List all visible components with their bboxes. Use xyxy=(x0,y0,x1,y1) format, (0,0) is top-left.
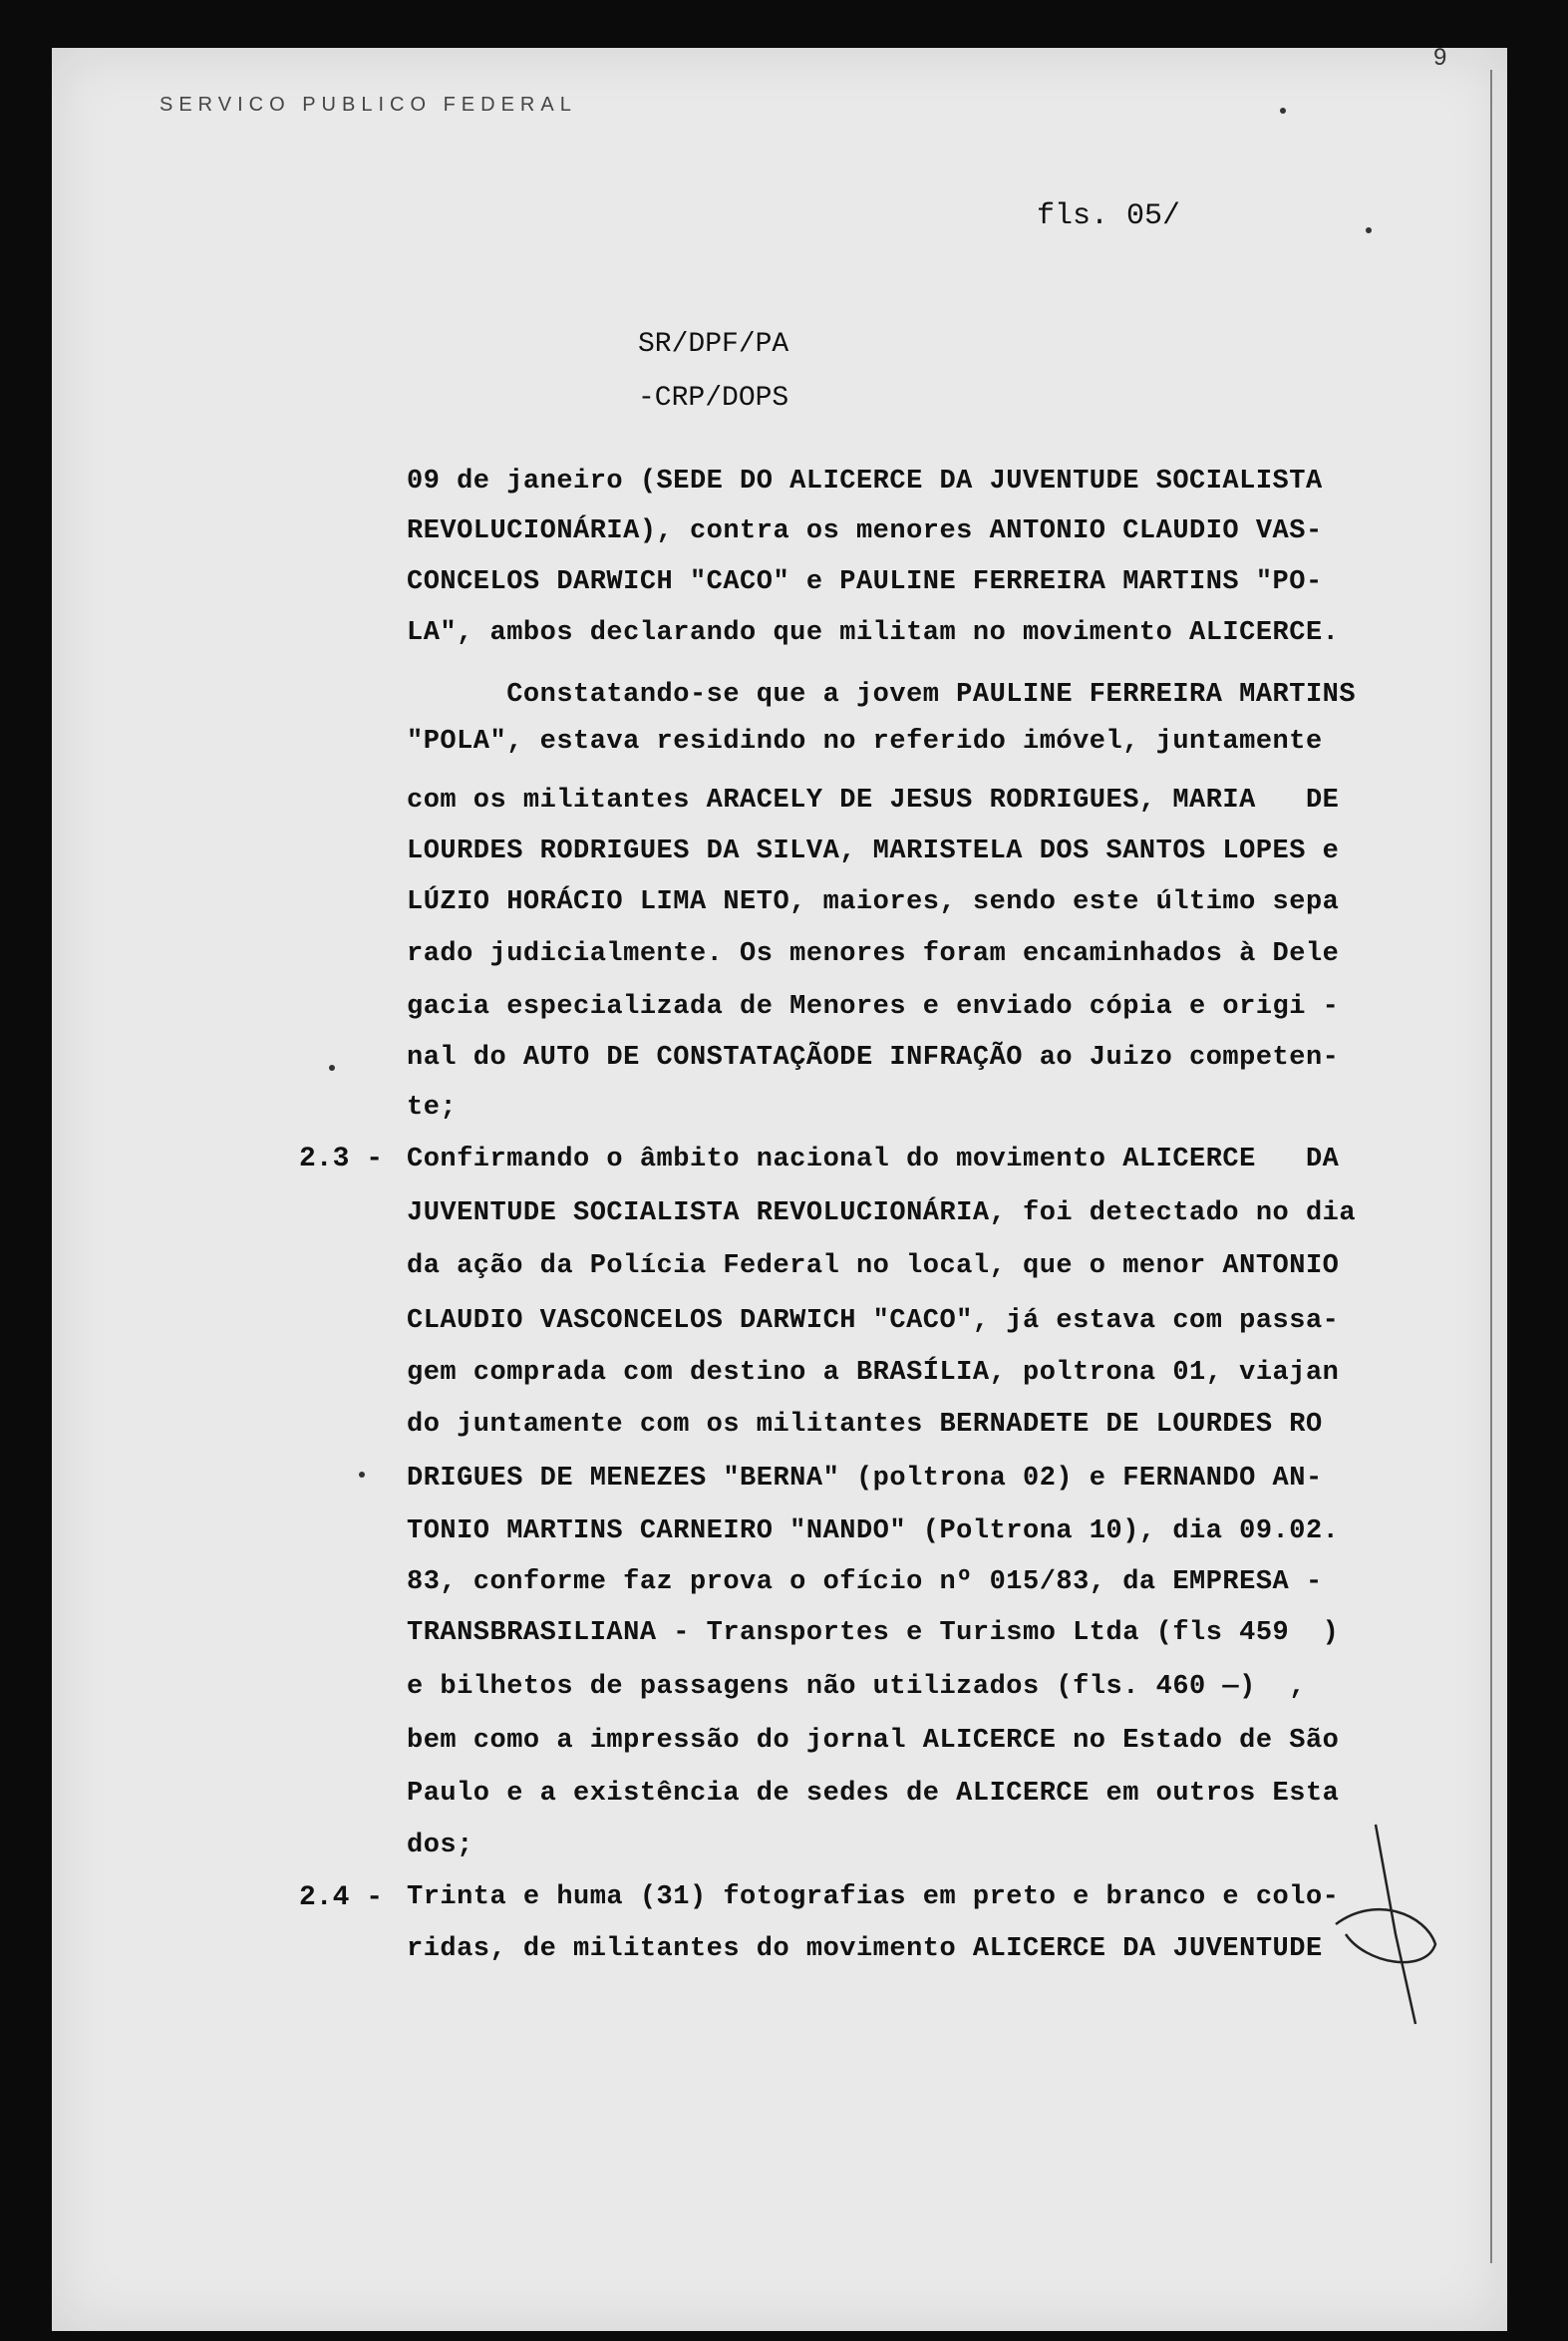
item-number: 2.4 - xyxy=(299,1882,384,1913)
text-line: gacia especializada de Menores e enviado cópia e origi - xyxy=(407,992,1340,1022)
text-line: Paulo e a existência de sedes de ALICERCE em outros Esta xyxy=(407,1779,1340,1809)
text-line: dos; xyxy=(407,1831,473,1860)
text-line: CLAUDIO VASCONCELOS DARWICH "CACO", já estava com passa- xyxy=(407,1306,1340,1336)
scan-speck xyxy=(329,1065,335,1071)
text-line: nal do AUTO DE CONSTATAÇÃODE INFRAÇÃO ao Juizo competen- xyxy=(407,1043,1340,1073)
scan-speck xyxy=(1366,227,1372,233)
handwritten-mark xyxy=(1316,1815,1455,2034)
text-line: LOURDES RODRIGUES DA SILVA, MARISTELA DOS SANTOS LOPES e xyxy=(407,836,1340,866)
text-line: DRIGUES DE MENEZES "BERNA" (poltrona 02) e FERNANDO AN- xyxy=(407,1464,1323,1494)
folio-number: fls. 05/ xyxy=(1037,199,1181,233)
text-line: gem comprada com destino a BRASÍLIA, poltrona 01, viajan xyxy=(407,1358,1340,1388)
text-line: JUVENTUDE SOCIALISTA REVOLUCIONÁRIA, foi detectado no dia xyxy=(407,1198,1357,1228)
reference-line-2: -CRP/DOPS xyxy=(638,383,789,414)
text-line: bem como a impressão do jornal ALICERCE no Estado de São xyxy=(407,1726,1340,1756)
text-line: Trinta e huma (31) fotografias em preto e branco e colo- xyxy=(407,1882,1340,1912)
text-line: 83, conforme faz prova o ofício nº 015/83, da EMPRESA - xyxy=(407,1567,1323,1597)
scan-top-border xyxy=(52,0,1507,48)
text-line: do juntamente com os militantes BERNADETE DE LOURDES RO xyxy=(407,1410,1323,1440)
text-line: da ação da Polícia Federal no local, que o menor ANTONIO xyxy=(407,1251,1340,1281)
text-line: Constatando-se que a jovem PAULINE FERREIRA MARTINS xyxy=(407,680,1357,710)
text-line: TRANSBRASILIANA - Transportes e Turismo Ltda (fls 459 ) xyxy=(407,1618,1340,1648)
text-line: Confirmando o âmbito nacional do movimento ALICERCE DA xyxy=(407,1145,1340,1174)
text-line: com os militantes ARACELY DE JESUS RODRIGUES, MARIA DE xyxy=(407,786,1340,816)
text-line: REVOLUCIONÁRIA), contra os menores ANTONIO CLAUDIO VAS- xyxy=(407,516,1323,546)
text-line: e bilhetos de passagens não utilizados (fls. 460 —) , xyxy=(407,1672,1306,1702)
scan-speck xyxy=(359,1472,365,1478)
text-line: LA", ambos declarando que militam no movimento ALICERCE. xyxy=(407,618,1340,648)
text-line: rado judicialmente. Os menores foram encaminhados à Dele xyxy=(407,939,1340,969)
text-line: CONCELOS DARWICH "CACO" e PAULINE FERREIRA MARTINS "PO- xyxy=(407,567,1323,597)
page-edge-line xyxy=(1490,70,1492,2263)
text-line: te; xyxy=(407,1093,458,1123)
page-number: 9 xyxy=(1433,44,1447,71)
text-line: ridas, de militantes do movimento ALICERCE DA JUVENTUDE xyxy=(407,1934,1323,1964)
reference-line-1: SR/DPF/PA xyxy=(638,329,789,360)
text-line: LÚZIO HORÁCIO LIMA NETO, maiores, sendo este último sepa xyxy=(407,887,1340,917)
item-number: 2.3 - xyxy=(299,1144,384,1174)
text-line: 09 de janeiro (SEDE DO ALICERCE DA JUVENTUDE SOCIALISTA xyxy=(407,467,1323,497)
text-line: TONIO MARTINS CARNEIRO "NANDO" (Poltrona 10), dia 09.02. xyxy=(407,1516,1340,1546)
service-stamp: SERVICO PUBLICO FEDERAL xyxy=(159,94,577,116)
text-line: "POLA", estava residindo no referido imóvel, juntamente xyxy=(407,727,1323,757)
scan-speck xyxy=(1280,108,1286,114)
